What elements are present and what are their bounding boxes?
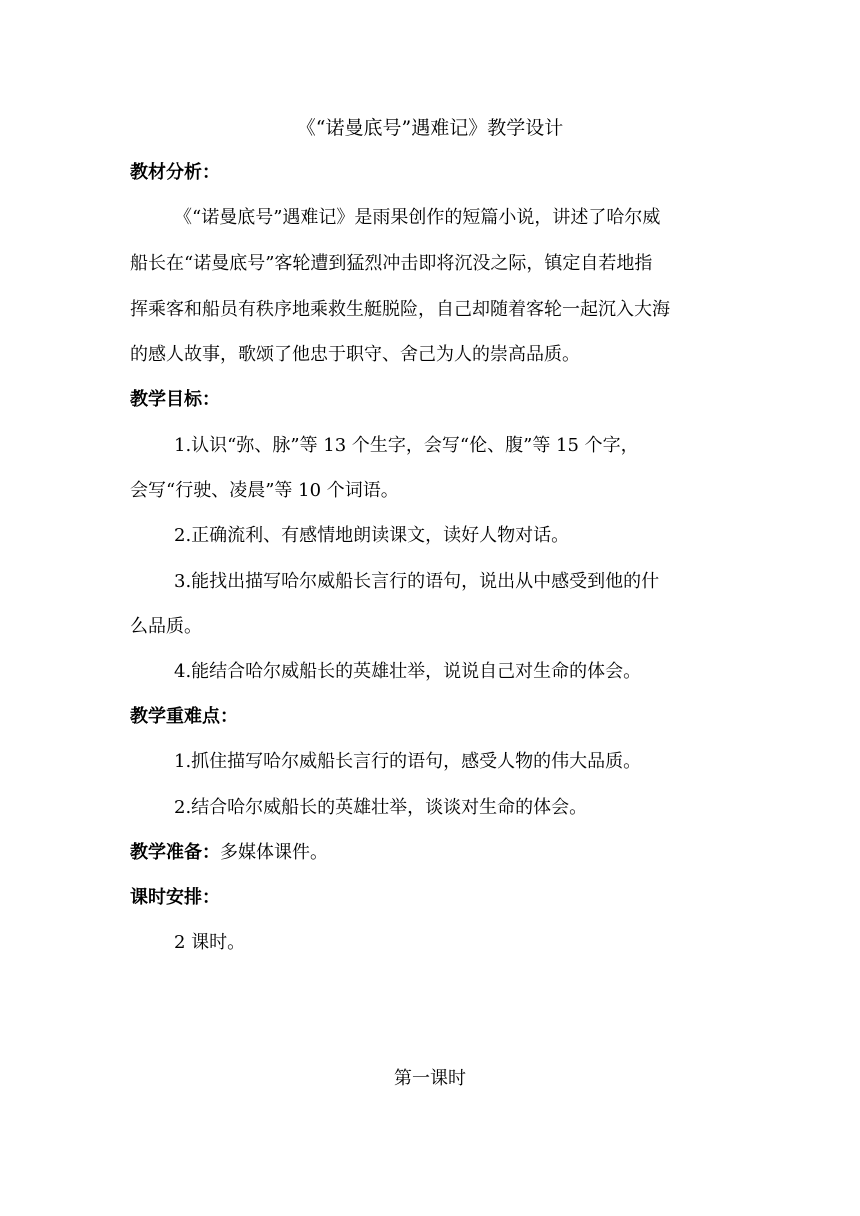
preparation-row — [130, 839, 328, 867]
goal-item-continuation: 么品质。 — [130, 616, 202, 637]
preparation-text: 多媒体课件。 — [220, 842, 328, 863]
goal-item-continuation: 会写“行驶、凌晨”等 10 个词语。 — [130, 480, 399, 501]
analysis-line: 的感人故事，歌颂了他忠于职守、舍己为人的崇高品质。 — [130, 344, 580, 365]
keypoint-item: 2.结合哈尔威船长的英雄壮举，谈谈对生命的体会。 — [174, 797, 588, 818]
analysis-heading: 教材分析： — [130, 162, 220, 183]
document-title: 《“诺曼底号”遇难记》教学设计 — [296, 117, 564, 139]
analysis-line: 船长在“诺曼底号”客轮遭到猛烈冲击即将沉没之际，镇定自若地指 — [130, 253, 653, 274]
analysis-line: 挥乘客和船员有秩序地乘救生艇脱险，自己却随着客轮一起沉入大海 — [130, 299, 670, 320]
lesson-heading: 第一课时 — [394, 1068, 466, 1089]
goal-item: 1.认识“弥、脉”等 13 个生字，会写“伦、腹”等 15 个字， — [174, 435, 639, 456]
schedule-heading: 课时安排： — [130, 887, 220, 908]
keypoint-item: 1.抓住描写哈尔威船长言行的语句，感受人物的伟大品质。 — [174, 751, 642, 772]
goal-item: 2.正确流利、有感情地朗读课文，读好人物对话。 — [174, 525, 570, 546]
analysis-line: 《“诺曼底号”遇难记》是雨果创作的短篇小说，讲述了哈尔威 — [174, 207, 661, 228]
goals-heading: 教学目标： — [130, 389, 220, 410]
goal-item: 4.能结合哈尔威船长的英雄壮举，说说自己对生命的体会。 — [174, 661, 642, 682]
goal-item: 3.能找出描写哈尔威船长言行的语句，说出从中感受到他的什 — [174, 571, 660, 592]
keypoints-heading: 教学重难点： — [130, 706, 238, 727]
schedule-text: 2 课时。 — [174, 932, 246, 953]
preparation-heading: 教学准备： — [130, 842, 220, 863]
